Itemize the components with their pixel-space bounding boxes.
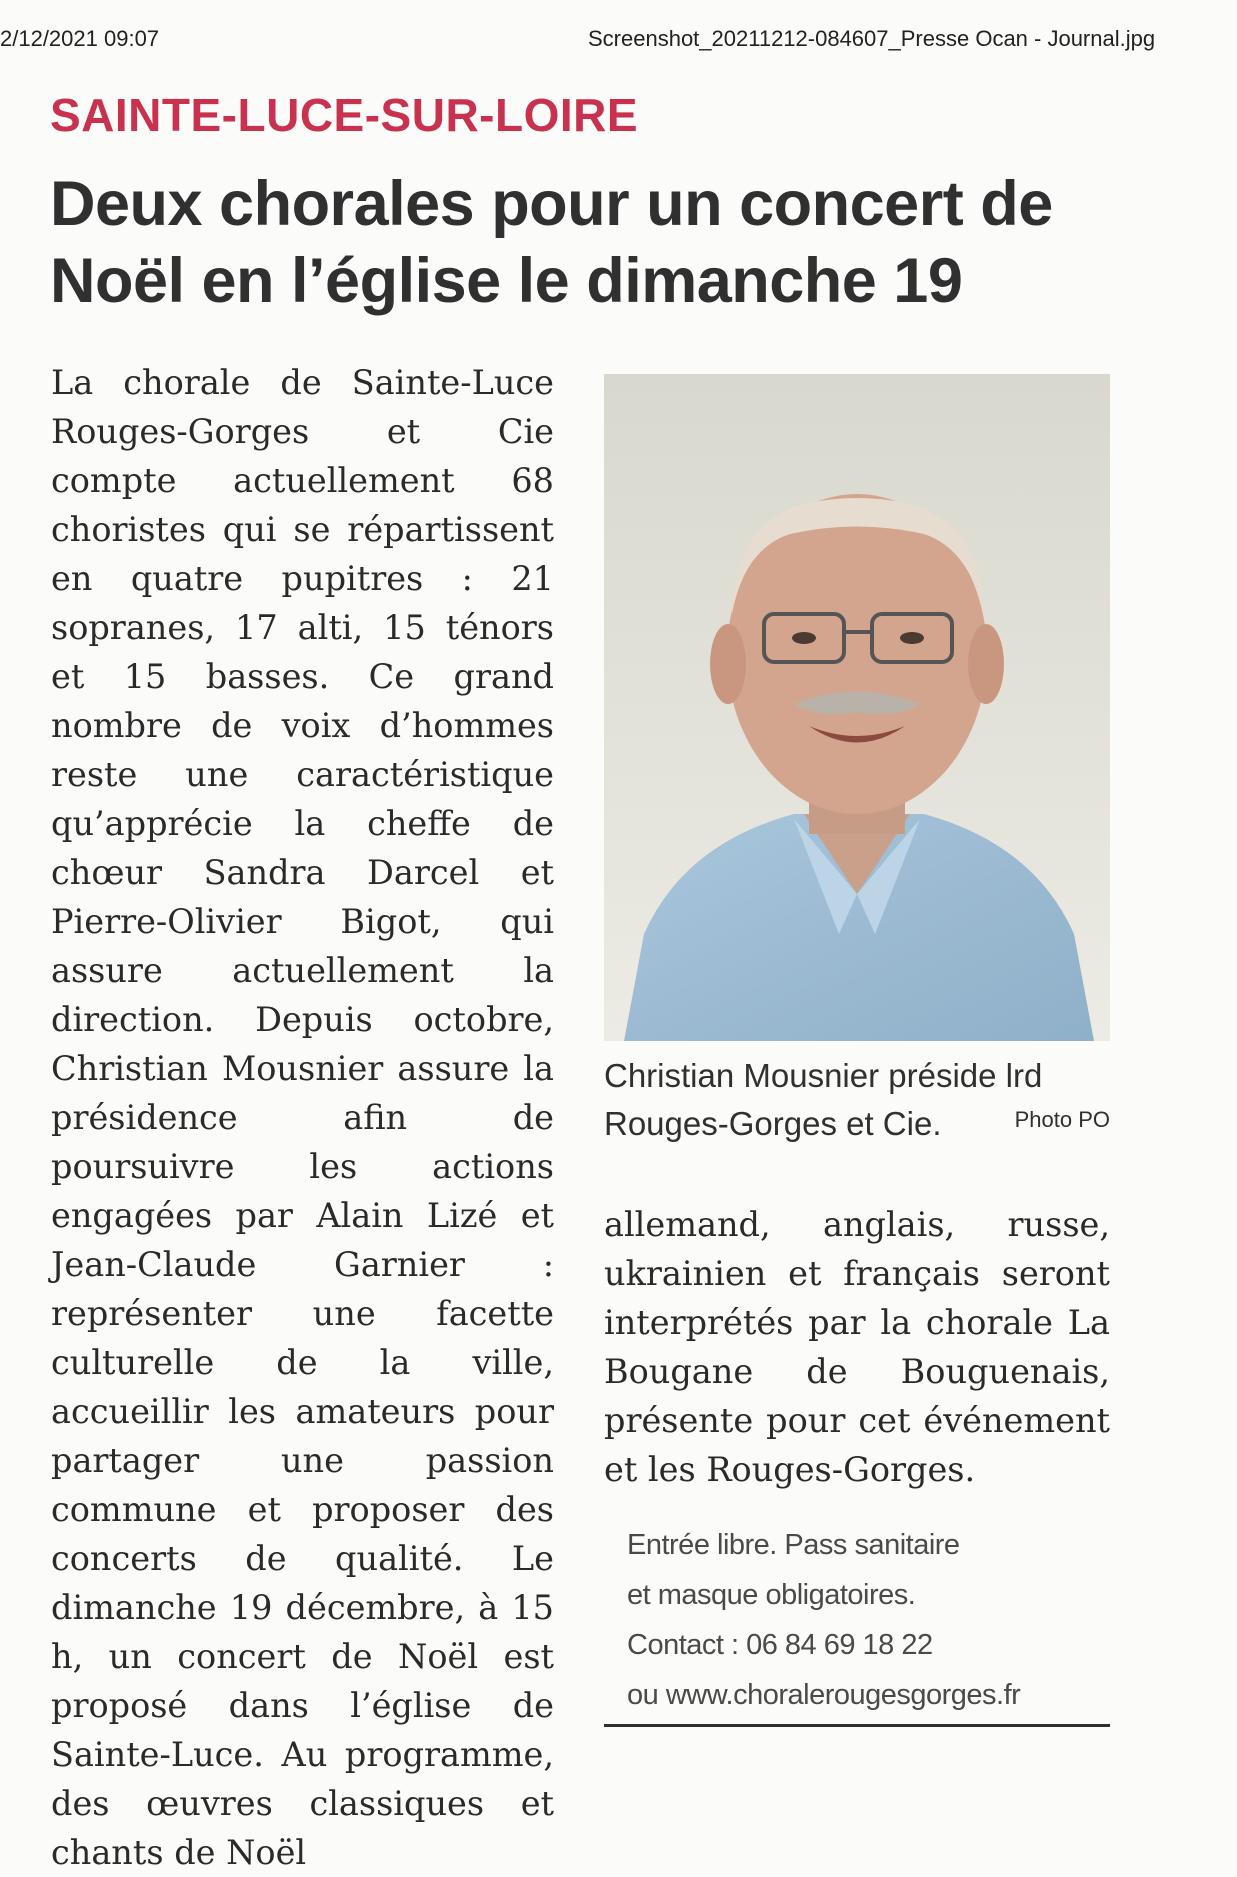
practical-info-line: Entrée libre. Pass sanitaire — [627, 1529, 960, 1561]
practical-info — [627, 1520, 1107, 1720]
article-body-right: allemand, anglais, russe, ukrainien et français seront interprétés par la chorale La Bougane de Bouguenais, présente pour cet événement et les Rouges-Gorges. — [604, 1205, 1110, 1489]
photo-caption-text: Christian Mousnier préside lrd Rouges-Gorges et Cie. — [604, 1057, 1043, 1142]
contact-phone: Contact : 06 84 69 18 22 — [627, 1629, 933, 1661]
contact-website: ou www.choralerougesgorges.fr — [627, 1679, 1021, 1711]
scan-date: 2/12/2021 09:07 — [0, 26, 160, 51]
photo-credit: Photo PO — [1014, 1107, 1110, 1132]
article-headline: Deux chorales pour un concert de Noël en l’église le dimanche 19 — [50, 169, 1053, 316]
divider — [604, 1724, 1110, 1727]
article-kicker: SAINTE-LUCE-SUR-LOIRE — [50, 89, 639, 141]
scan-filename: Screenshot_20211212-084607_Presse Ocan - Journal.jpg — [588, 26, 1156, 51]
practical-info-line: et masque obligatoires. — [627, 1579, 916, 1611]
portrait-illustration — [604, 374, 1110, 1041]
portrait-photo — [604, 374, 1110, 1041]
article-body-left: La chorale de Sainte-Luce Rouges-Gorges et Cie compte actuellement 68 choristes qui se répartissent en quatre pupitres : 21 sopranes, 17 alti, 15 ténors et 15 basses. Ce grand nombre de voix d’hommes reste une caractéristique qu’apprécie la cheffe de chœur Sandra Darcel et Pierre-Olivier Bigot, qui assure actuellement la direction. Depuis octobre, Christian Mousnier assure la présidence afin de poursuivre les actions engagées par Alain Lizé et Jean-Claude Garnier : représenter une facette culturelle de la ville, accueillir les amateurs pour partager une passion commune et proposer des concerts de qualité. Le dimanche 19 décembre, à 15 h, un concert de Noël est proposé dans l’église de Sainte-Luce. Au programme, des œuvres classiques et chants de Noël — [51, 363, 554, 1872]
photo-caption — [604, 1052, 1110, 1148]
